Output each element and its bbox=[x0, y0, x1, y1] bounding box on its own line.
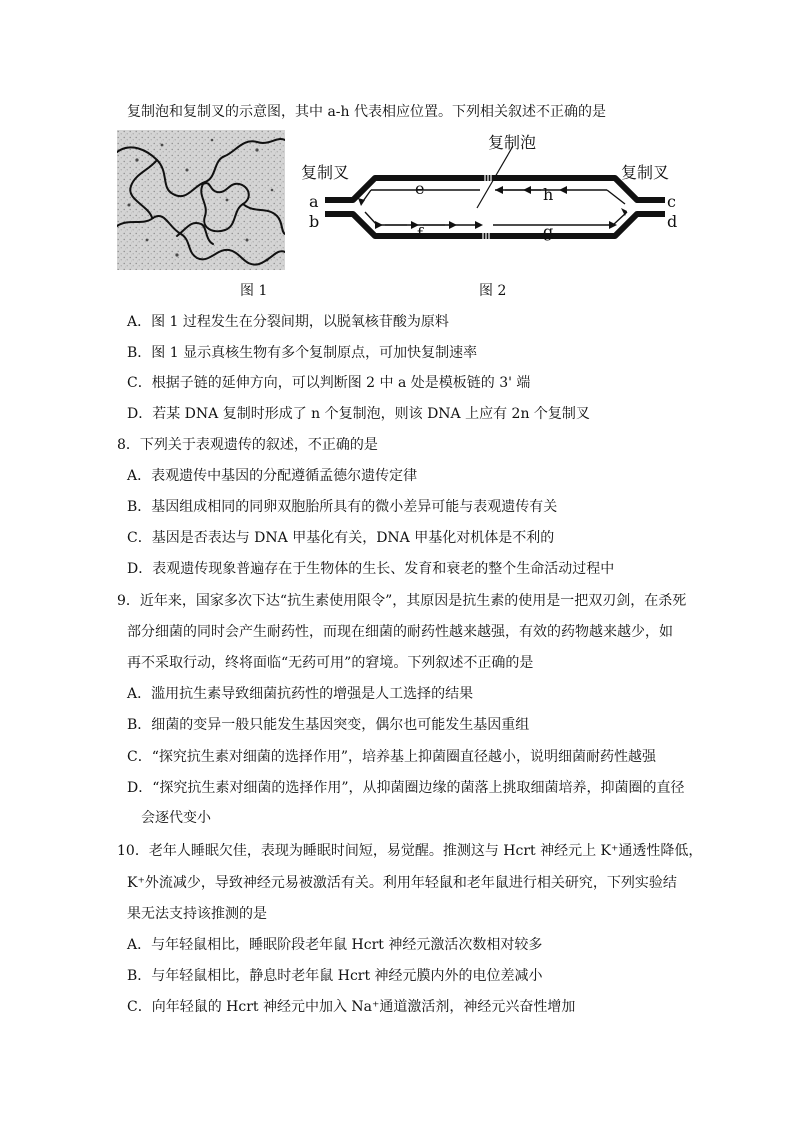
q9-option-b: B．细菌的变异一般只能发生基因突变，偶尔也可能发生基因重组 bbox=[127, 717, 530, 733]
q9-stem-line-3: 再不采取行动，终将面临“无药可用”的窘境。下列叙述不正确的是 bbox=[127, 655, 534, 671]
figure1-micrograph bbox=[117, 130, 285, 270]
q8-option-d: D．表观遗传现象普遍存在于生物体的生长、发育和衰老的整个生命活动过程中 bbox=[127, 561, 615, 577]
q8-option-a: A．表观遗传中基因的分配遵循孟德尔遗传定律 bbox=[127, 468, 418, 484]
micrograph-image bbox=[117, 130, 285, 270]
figure1-caption: 图 1 bbox=[240, 283, 268, 299]
replication-bubble-svg bbox=[295, 128, 695, 268]
label-h: h bbox=[543, 185, 554, 204]
q10-stem-line-2: K⁺外流减少，导致神经元易被激活有关。利用年轻鼠和老年鼠进行相关研究，下列实验结 bbox=[127, 875, 677, 891]
q10-option-b: B．与年轻鼠相比，静息时老年鼠 Hcrt 神经元膜内外的电位差减小 bbox=[127, 968, 543, 984]
q7-option-c: C．根据子链的延伸方向，可以判断图 2 中 a 处是模板链的 3' 端 bbox=[127, 375, 531, 391]
q9-option-a: A．滥用抗生素导致细菌抗药性的增强是人工选择的结果 bbox=[127, 686, 474, 702]
q7-option-d: D．若某 DNA 复制时形成了 n 个复制泡，则该 DNA 上应有 2n 个复制叉 bbox=[127, 406, 590, 422]
label-fork-left: 复制叉 bbox=[301, 163, 350, 182]
q9-option-c: C．“探究抗生素对细菌的选择作用”，培养基上抑菌圈直径越小，说明细菌耐药性越强 bbox=[127, 749, 657, 765]
label-replication-bubble: 复制泡 bbox=[488, 133, 537, 152]
q9-stem-line-2: 部分细菌的同时会产生耐药性，而现在细菌的耐药性越来越强，有效的药物越来越少，如 bbox=[127, 624, 673, 640]
q9-stem-line-1: 9．近年来，国家多次下达“抗生素使用限令”，其原因是抗生素的使用是一把双刃剑，在杀死 bbox=[117, 593, 687, 609]
label-d: d bbox=[667, 212, 678, 231]
figure2-diagram bbox=[295, 128, 695, 268]
label-g: g bbox=[543, 222, 554, 241]
q8-option-b: B．基因组成相同的同卵双胞胎所具有的微小差异可能与表观遗传有关 bbox=[127, 499, 558, 515]
label-f: f bbox=[417, 224, 423, 243]
parental-strand-top bbox=[325, 178, 665, 200]
q7-option-a: A．图 1 过程发生在分裂间期，以脱氧核苷酸为原料 bbox=[127, 314, 449, 330]
q9-option-d-continued: 会逐代变小 bbox=[141, 810, 211, 826]
q7-stem-line: 复制泡和复制叉的示意图，其中 a-h 代表相应位置。下列相关叙述不正确的是 bbox=[127, 104, 606, 120]
label-e: e bbox=[415, 179, 425, 198]
q10-option-c: C．向年轻鼠的 Hcrt 神经元中加入 Na⁺通道激活剂，神经元兴奋性增加 bbox=[127, 999, 576, 1015]
q7-option-b: B．图 1 显示真核生物有多个复制原点，可加快复制速率 bbox=[127, 345, 478, 361]
label-c: c bbox=[667, 192, 676, 211]
label-b: b bbox=[309, 212, 320, 231]
q10-option-a: A．与年轻鼠相比，睡眠阶段老年鼠 Hcrt 神经元激活次数相对较多 bbox=[127, 937, 543, 953]
label-a: a bbox=[309, 192, 319, 211]
figure2-caption: 图 2 bbox=[479, 283, 507, 299]
label-fork-right: 复制叉 bbox=[621, 163, 670, 182]
q10-stem-line-3: 果无法支持该推测的是 bbox=[127, 906, 267, 922]
q8-option-c: C．基因是否表达与 DNA 甲基化有关，DNA 甲基化对机体是不利的 bbox=[127, 530, 555, 546]
q8-stem: 8．下列关于表观遗传的叙述，不正确的是 bbox=[117, 437, 378, 453]
q9-option-d: D．“探究抗生素对细菌的选择作用”，从抑菌圈边缘的菌落上挑取细菌培养，抑菌圈的直径 bbox=[127, 780, 685, 796]
q10-stem-line-1: 10．老年人睡眠欠佳，表现为睡眠时间短，易觉醒。推测这与 Hcrt 神经元上 K⁺通透性降低， bbox=[117, 843, 703, 859]
